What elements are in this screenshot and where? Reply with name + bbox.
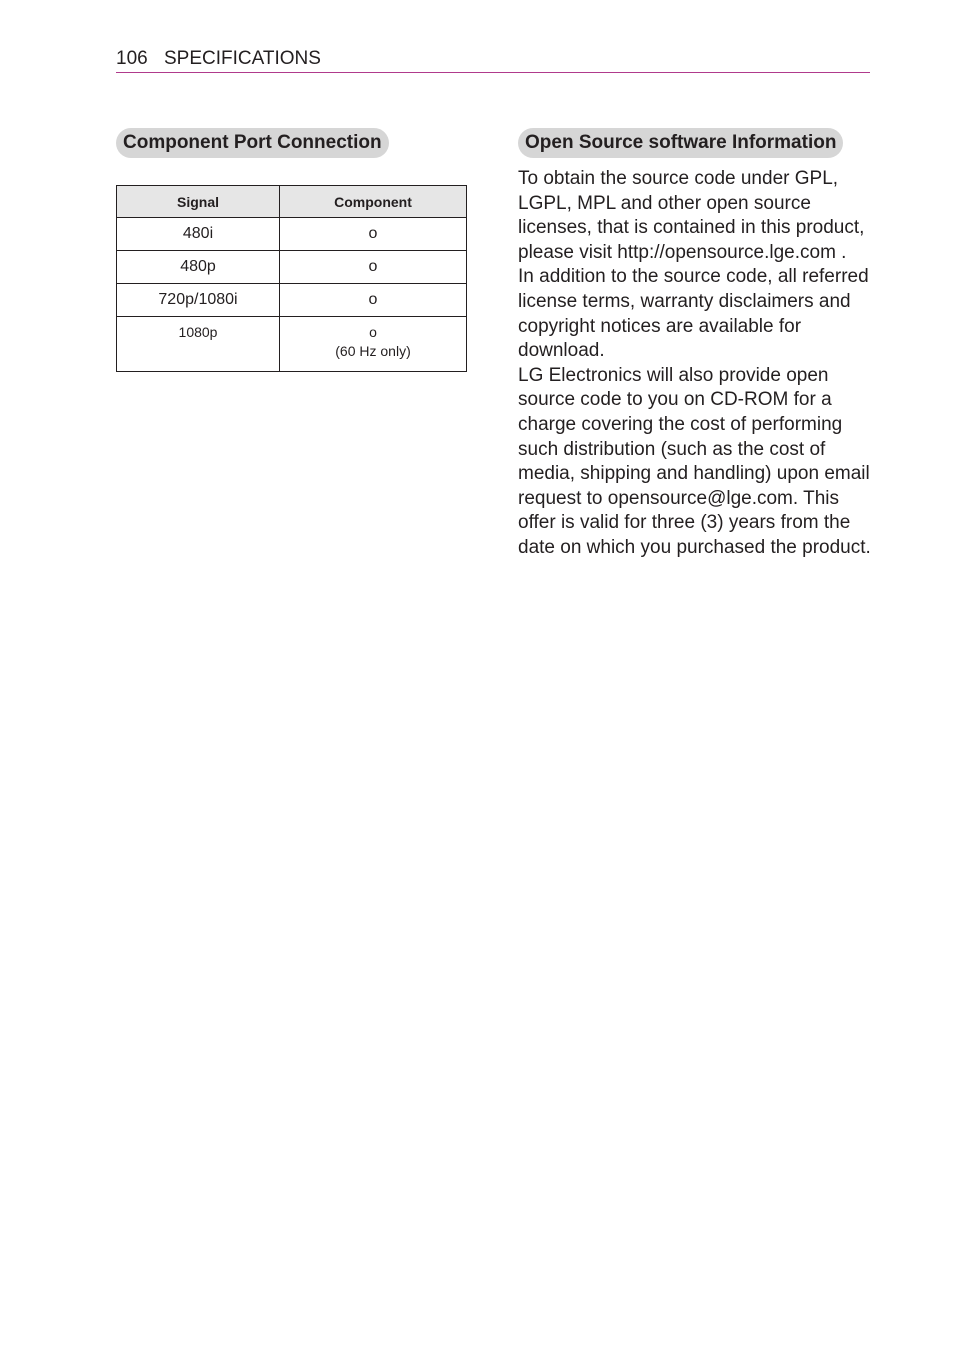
component-note: (60 Hz only) [335,343,411,359]
column-header-component: Component [280,186,467,218]
table-row [117,218,467,251]
open-source-paragraph: please visit http://opensource.lge.com . [518,241,847,263]
table-row [117,251,467,284]
component-value: o [369,324,377,340]
open-source-body [518,167,874,561]
open-source-paragraph: LG Electronics will also provide open source code to you on CD-ROM for a charge covering the cost of performing such distribution (such as the cost of media, shipping and handling) upon email request to opensource@lge.com. This offer is valid for three (3) years from the date on which you purchased the product. [518,364,871,558]
component-signal-table [116,185,467,372]
component-cell: o [280,284,467,317]
component-cell [280,317,467,372]
component-port-heading: Component Port Connection [116,128,389,158]
table-header-row [117,186,467,218]
signal-cell: 720p/1080i [117,284,280,317]
signal-cell: 1080p [117,317,280,372]
signal-cell: 480p [117,251,280,284]
component-cell: o [280,218,467,251]
column-header-signal: Signal [117,186,280,218]
component-cell: o [280,251,467,284]
page-header [116,46,870,73]
page-section-title: SPECIFICATIONS [164,48,321,69]
open-source-paragraph: In addition to the source code, all referred license terms, warranty disclaimers and copyright notices are available for download. [518,266,869,362]
open-source-heading: Open Source software Information [518,128,843,158]
table-row [117,317,467,372]
table-row [117,284,467,317]
open-source-paragraph: To obtain the source code under GPL, LGPL, MPL and other open source licenses, that is contained in this product, [518,168,865,239]
page-number: 106 [116,48,148,69]
signal-cell: 480i [117,218,280,251]
